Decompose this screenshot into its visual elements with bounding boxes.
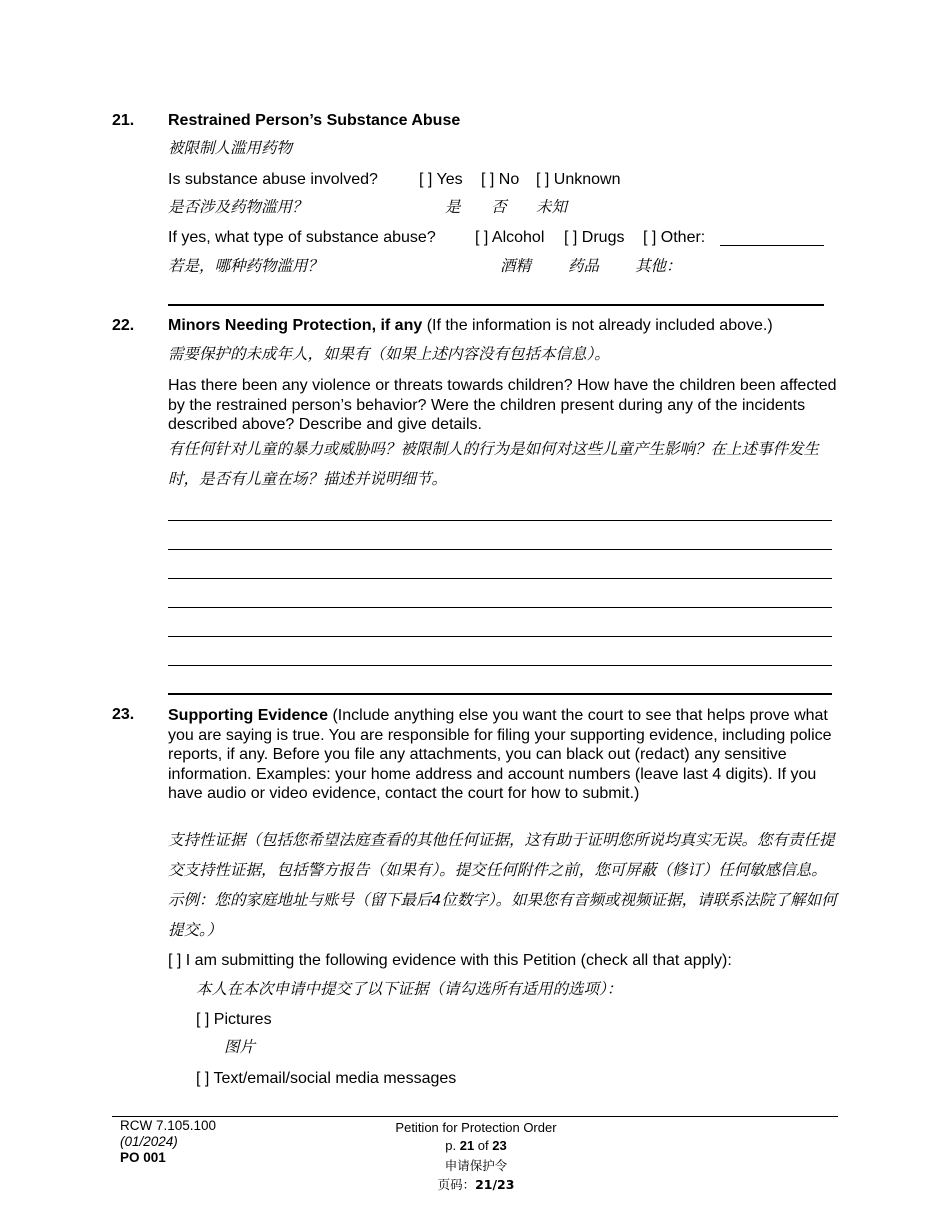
section-23-body-wrap: [168, 706, 838, 804]
section-21-title: Restrained Person’s Substance Abuse: [168, 112, 461, 129]
section-22-body: Has there been any violence or threats towards children? How have the children been affected by the restrained person’s behavior? Were the children present during any of the incidents described above? Describe and give details.: [168, 377, 837, 434]
section-23-body: (Include anything else you want the court to see that helps prove what you are saying is true. You are responsible for filing your supporting evidence, including police reports, if any. Before you file any attachments, you can black out (redact) any sensitive information. Examples: your home address and account numbers (leave last 4 digits). If you have audio or video evidence, contact the court for how to submit.): [168, 707, 832, 803]
footer-page-cn-prefix: 页码：: [437, 1177, 476, 1192]
drugs-checkbox[interactable]: [ ] Drugs: [564, 229, 625, 246]
section-23-body-cn: 支持性证据（包括您希望法庭查看的其他任何证据，这有助于证明您所说均真实无误。您有责任提交支持性证据，包括警方报告（如果有）。提交任何附件之前，您可屏蔽（修订）任何敏感信息。示例：您的家庭地址与账号（留下最后4位数字）。如果您有音频或视频证据，请联系法院了解如何提交。）: [168, 831, 837, 939]
section-23-title: Supporting Evidence: [168, 707, 329, 724]
yes-checkbox[interactable]: [ ] Yes: [419, 171, 463, 188]
answer-line-6[interactable]: [168, 665, 832, 666]
substance-type-question: If yes, what type of substance abuse?: [168, 229, 436, 246]
section-22-title-note: (If the information is not already included above.): [422, 317, 773, 334]
section-22-body-cn: 有任何针对儿童的暴力或威胁吗？被限制人的行为是如何对这些儿童产生影响？在上述事件发生时，是否有儿童在场？描述并说明细节。: [168, 440, 820, 488]
pictures-checkbox[interactable]: [ ] Pictures: [196, 1011, 272, 1028]
footer-date: (01/2024): [120, 1134, 178, 1149]
messages-checkbox[interactable]: [ ] Text/email/social media messages: [196, 1070, 457, 1087]
section-21-title-cn: 被限制人滥用药物: [168, 139, 293, 157]
submitting-evidence-checkbox[interactable]: [ ] I am submitting the following evidence with this Petition (check all that apply):: [168, 952, 732, 969]
drugs-label-cn: 药品: [568, 257, 600, 275]
footer-title-cn: 申请保护令: [444, 1158, 508, 1173]
no-checkbox[interactable]: [ ] No: [481, 171, 520, 188]
answer-line-1[interactable]: [168, 520, 832, 521]
yes-label-cn: 是: [445, 198, 461, 216]
footer-page-prefix: p.: [445, 1138, 460, 1153]
unknown-label-cn: 未知: [536, 198, 568, 216]
section-23-number: 23.: [112, 706, 135, 723]
footer-page-cn: [326, 1175, 626, 1193]
pictures-label-cn: 图片: [224, 1038, 256, 1056]
answer-line-5[interactable]: [168, 636, 832, 637]
other-input-line[interactable]: [720, 245, 824, 246]
section-22-title: Minors Needing Protection, if any: [168, 317, 423, 334]
footer-rcw: RCW 7.105.100: [120, 1118, 217, 1133]
section-21-number: 21.: [112, 112, 135, 129]
substance-question-cn: 是否涉及药物滥用？: [168, 198, 308, 216]
footer-title: Petition for Protection Order: [395, 1120, 557, 1135]
other-checkbox[interactable]: [ ] Other:: [643, 229, 706, 246]
footer-page-number: 21: [459, 1138, 475, 1153]
footer-page-total: 23: [492, 1138, 507, 1153]
answer-line-2[interactable]: [168, 549, 832, 550]
substance-question: Is substance abuse involved?: [168, 171, 378, 188]
other-label-cn: 其他：: [635, 257, 682, 275]
answer-line-3[interactable]: [168, 578, 832, 579]
footer-page-of: of: [474, 1138, 493, 1153]
section-22-heading: [168, 317, 773, 335]
section-22-title-cn: 需要保护的未成年人，如果有（如果上述内容没有包括本信息）。: [168, 345, 610, 363]
substance-type-question-cn: 若是，哪种药物滥用？: [168, 257, 324, 275]
footer-page: [326, 1138, 626, 1153]
answer-line-7[interactable]: [168, 693, 832, 695]
submitting-evidence-cn: 本人在本次申请中提交了以下证据（请勾选所有适用的选项）：: [196, 980, 623, 998]
section-divider: [168, 304, 824, 306]
section-22-number: 22.: [112, 317, 135, 334]
unknown-checkbox[interactable]: [ ] Unknown: [536, 171, 621, 188]
footer-form-number: PO 001: [120, 1150, 166, 1165]
alcohol-label-cn: 酒精: [500, 257, 532, 275]
footer-rule: [112, 1116, 838, 1117]
no-label-cn: 否: [491, 198, 507, 216]
answer-line-4[interactable]: [168, 607, 832, 608]
alcohol-checkbox[interactable]: [ ] Alcohol: [475, 229, 545, 246]
footer-page-cn-number: 21/23: [475, 1177, 515, 1192]
